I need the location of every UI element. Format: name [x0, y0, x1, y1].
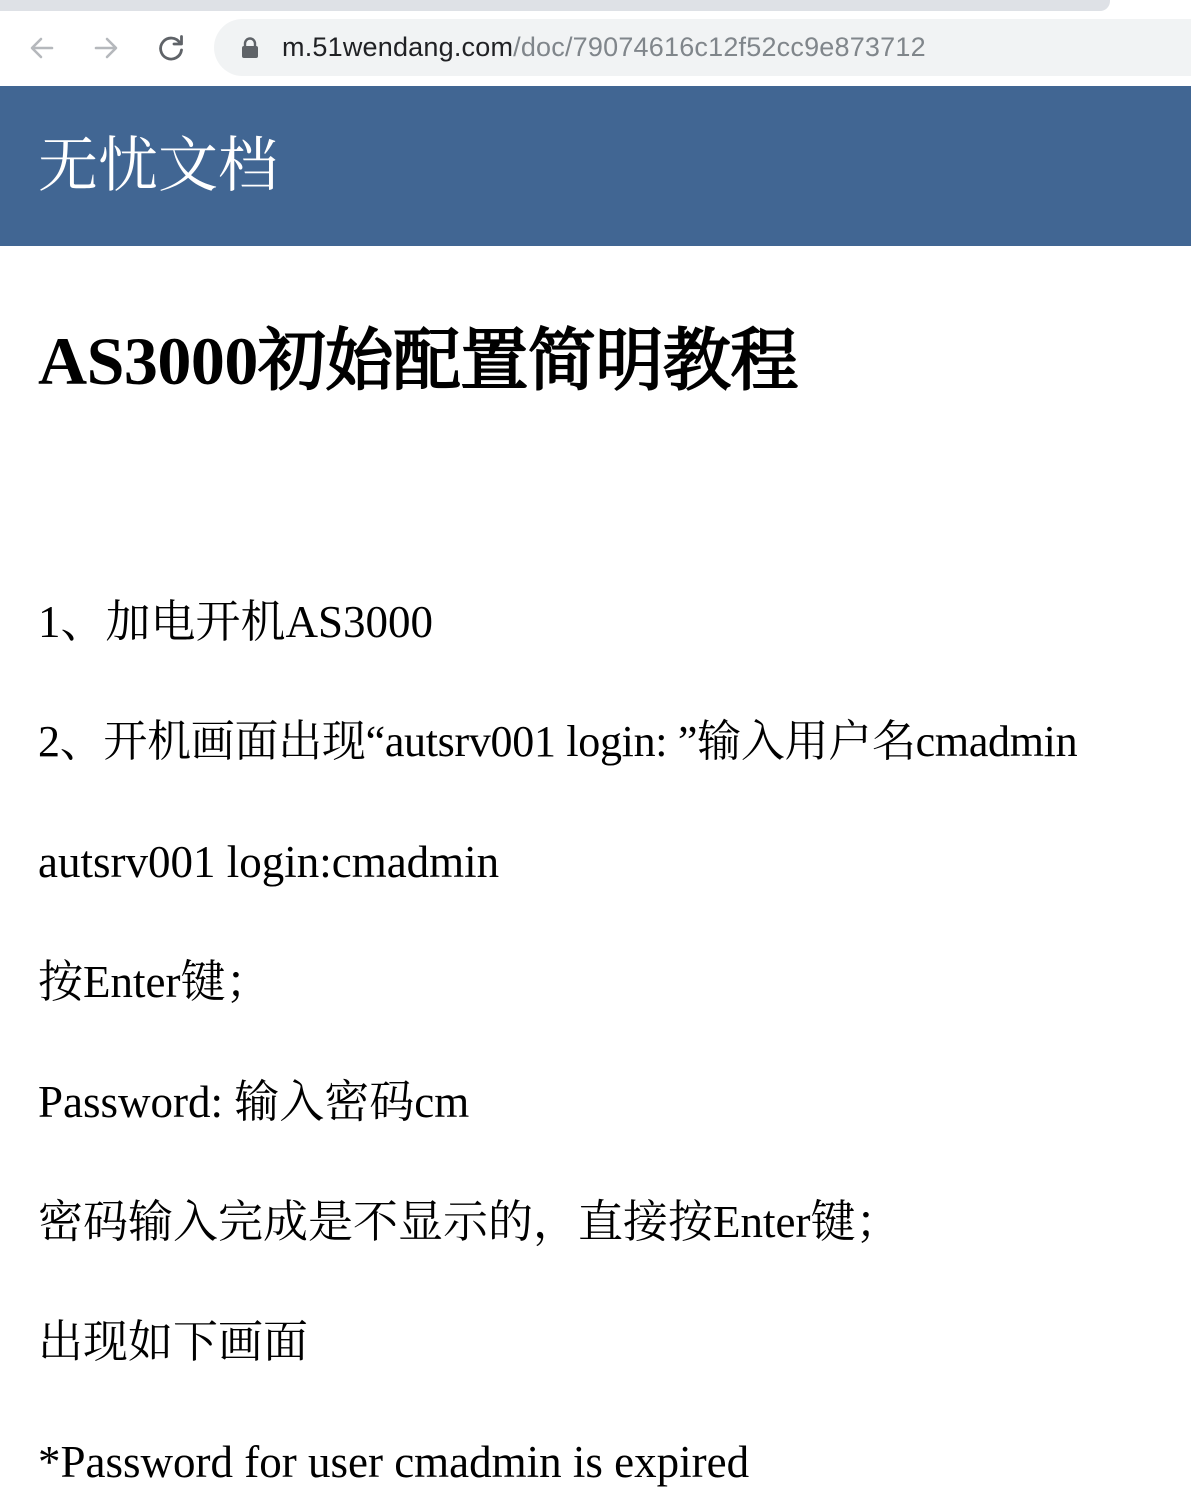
reload-button[interactable]	[149, 26, 193, 70]
arrow-left-icon	[28, 34, 56, 62]
article-paragraph: 2、开机画面出现“autsrv001 login: ”输入用户名cmadmin	[38, 717, 1078, 766]
article-paragraph: Password: 输入密码cm	[38, 1077, 470, 1127]
reload-icon	[156, 33, 186, 63]
tab-strip	[0, 0, 1110, 11]
lock-icon	[240, 37, 260, 59]
article-paragraph: *Password for user cmadmin is expired	[38, 1437, 750, 1487]
browser-toolbar	[0, 0, 1191, 86]
article-paragraph: 1、加电开机AS3000	[38, 597, 434, 647]
article-paragraph: autsrv001 login:cmadmin	[38, 837, 500, 887]
arrow-right-icon	[92, 34, 120, 62]
back-button[interactable]	[20, 26, 64, 70]
url-domain: m.51wendang.com	[282, 32, 514, 62]
article-paragraph: 按Enter键；	[38, 957, 271, 1007]
url-path: /doc/79074616c12f52cc9e873712	[513, 32, 926, 62]
url-text	[282, 19, 926, 76]
site-logo-link[interactable]: 无忧文档	[38, 131, 278, 201]
article-paragraph: 密码输入完成是不显示的，直接按Enter键；	[38, 1197, 901, 1247]
forward-button[interactable]	[84, 26, 128, 70]
article-paragraph: 出现如下画面	[38, 1317, 309, 1367]
article-title: AS3000初始配置简明教程	[38, 323, 798, 399]
site-header	[0, 86, 1191, 246]
address-bar[interactable]	[214, 19, 1191, 76]
